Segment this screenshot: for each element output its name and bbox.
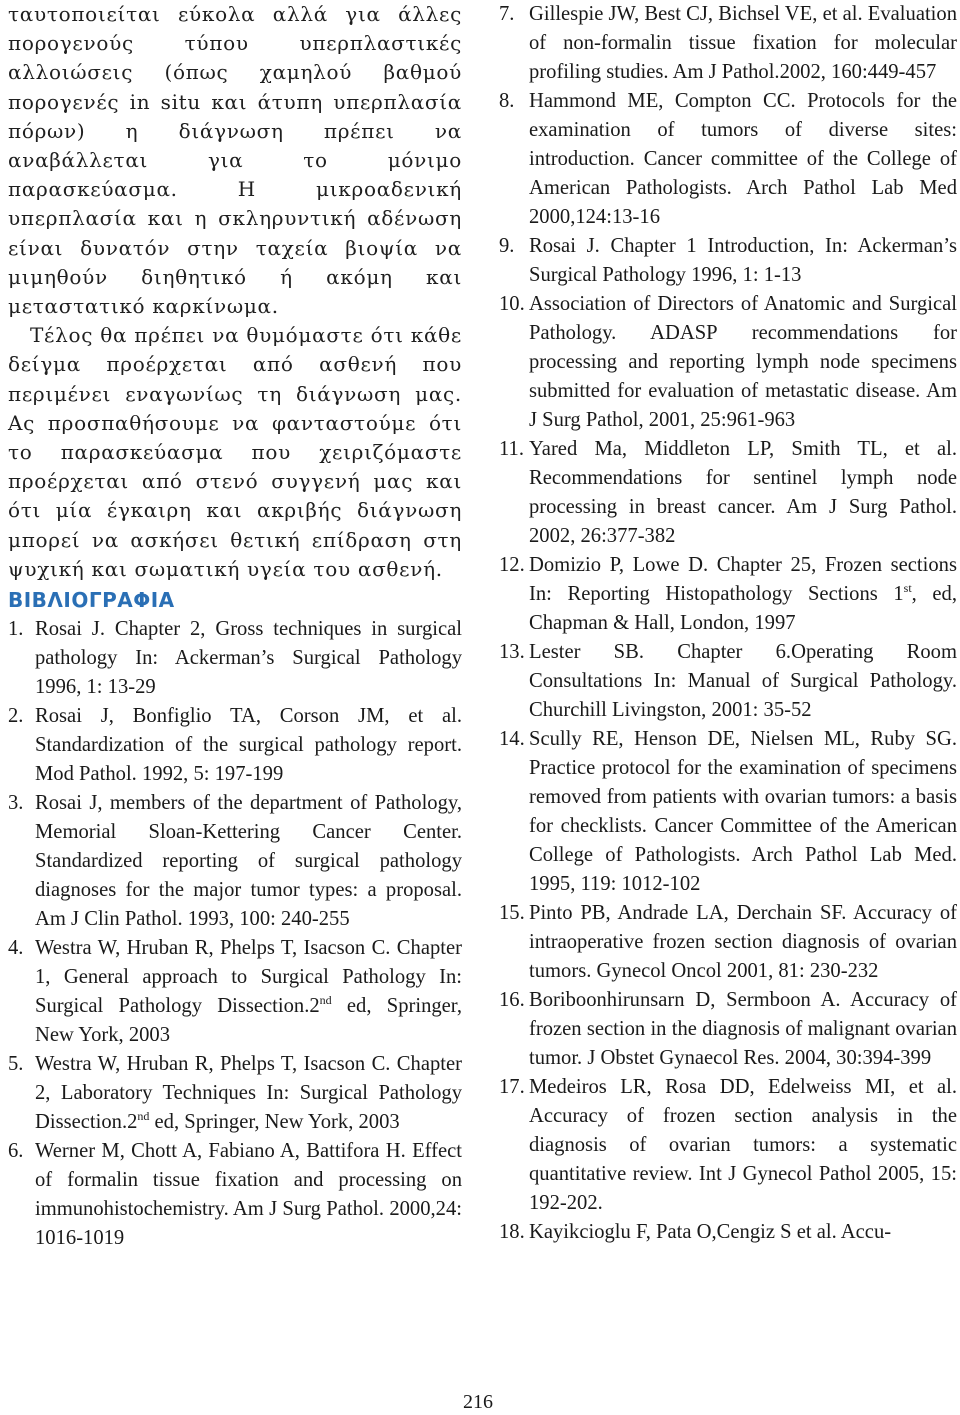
reference-list-right [499, 0, 957, 1247]
reference-7: 7. Gillespie JW, Best CJ, Bichsel VE, et al. Evaluation of non-formalin tissue fixation for molecular profiling studies. Am J Pathol.2002, 160:449-457 [499, 3, 957, 83]
right-column [499, 0, 957, 1247]
left-column [8, 0, 462, 1253]
reference-6: 6. Werner M, Chott A, Fabiano A, Battifora H. Effect of formalin tissue fixation and processing on immunohistochemistry. Am J Surg Pathol. 2000,24: 1016-1019 [8, 1140, 462, 1250]
intro-paragraph: ταυτοποιείται εύκολα αλλά για άλλες πορογενούς τύπου υπερπλαστικές αλλοιώσεις (όπως χαμηλού βαθμού πορογενές in situ και άτυπη υπερπλασία πόρων) η διάγνωση πρέπει να αναβάλλεται για το μόνιμο παρασκεύασμα. Η μικροαδενική υπερπλασία και η σκληρυντική αδένωση είναι δυνατόν στην ταχεία βιοψία να μιμηθούν διηθητικό ή ακόμη και μεταστατικό καρκίνωμα. [8, 2, 462, 319]
reference-1: 1. Rosai J. Chapter 2, Gross techniques in surgical pathology In: Ackerman’s Surgical Pathology 1996, 1: 13-29 [8, 618, 462, 699]
reference-4: 4. Westra W, Hruban R, Phelps T, Isacson C. Chapter 1, General approach to Surgical Pathology In: Surgical Pathology Dissection.2nd ed, Springer, New York, 2003 [8, 937, 462, 1047]
reference-11: 11. Yared Ma, Middleton LP, Smith TL, et al. Recommendations for sentinel lymph node processing in breast cancer. Am J Surg Pathol. 2002, 26:377-382 [499, 438, 957, 547]
reference-9: 9. Rosai J. Chapter 1 Introduction, In: Ackerman’s Surgical Pathology 1996, 1: 1-13 [499, 235, 957, 286]
reference-12: 12. Domizio P, Lowe D. Chapter 25, Frozen sections In: Reporting Histopathology Sections 1st, ed, Chapman & Hall, London, 1997 [499, 554, 957, 634]
reference-15: 15. Pinto PB, Andrade LA, Derchain SF. Accuracy of intraoperative frozen section diagnosis of ovarian tumors. Gynecol Oncol 2001, 81: 230-232 [499, 902, 957, 982]
reference-14: 14. Scully RE, Henson DE, Nielsen ML, Ruby SG. Practice protocol for the examination of specimens removed from patients with ovarian tumors: a basis for checklists. Cancer Committee of the American College of Pathologists. Arch Pathol Lab Med. 1995, 119: 1012-102 [499, 728, 957, 895]
reference-5: 5. Westra W, Hruban R, Phelps T, Isacson C. Chapter 2, Laboratory Techniques In: Surgical Pathology Dissection.2nd ed, Springer, New York, 2003 [8, 1053, 462, 1134]
reference-13: 13. Lester SB. Chapter 6.Operating Room Consultations In: Manual of Surgical Pathology. Churchill Livingston, 2001: 35-52 [499, 641, 957, 721]
reference-16: 16. Boriboonhirunsarn D, Sermboon A. Accuracy of frozen section in the diagnosis of malignant ovarian tumor. J Obstet Gynaecol Res. 2004, 30:394-399 [499, 989, 957, 1069]
reference-18: 18. Kayikcioglu F, Pata O,Cengiz S et al. Accu- [499, 1221, 892, 1243]
reference-list-left [8, 615, 462, 1253]
page-number: 216 [463, 1391, 493, 1413]
bibliography-heading: ΒΙΒΛΙΟΓΡΑΦΙΑ [8, 588, 175, 613]
closing-paragraph: Τέλος θα πρέπει να θυμόμαστε ότι κάθε δείγμα προέρχεται από ασθενή που περιμένει εναγωνίως τη διάγνωση μας. Ας προσπαθήσουμε να φανταστούμε ότι το παρασκεύασμα που χειριζόμαστε προέρχεται από στενό συγγενή μας και ότι μία έγκαιρη και ακριβής διάγνωση μπορεί να ασκήσει θετική επίδραση στη ψυχική και σωματική υγεία του ασθενή. [8, 323, 462, 581]
reference-8: 8. Hammond ME, Compton CC. Protocols for the examination of tumors of diverse sites: introduction. Cancer committee of the College of American Pathologists. Arch Pathol Lab Med 2000,124:13-16 [499, 90, 957, 228]
reference-3: 3. Rosai J, members of the department of Pathology, Memorial Sloan-Kettering Cancer Center. Standardized reporting of surgical pathology diagnoses for the major tumor types: a proposal. Am J Clin Pathol. 1993, 100: 240-255 [8, 792, 462, 931]
reference-17: 17. Medeiros LR, Rosa DD, Edelweiss MI, et al. Accuracy of frozen section analysis in the diagnosis of ovarian tumors: a systematic quantitative review. Int J Gynecol Pathol 2005, 15: 192-202. [499, 1076, 957, 1214]
reference-10: 10. Association of Directors of Anatomic and Surgical Pathology. ADASP recommendations for processing and reporting lymph node specimens submitted for evaluation of metastatic disease. Am J Surg Pathol, 2001, 25:961-963 [499, 293, 957, 431]
reference-2: 2. Rosai J, Bonfiglio TA, Corson JM, et al. Standardization of the surgical pathology report. Mod Pathol. 1992, 5: 197-199 [8, 705, 462, 786]
